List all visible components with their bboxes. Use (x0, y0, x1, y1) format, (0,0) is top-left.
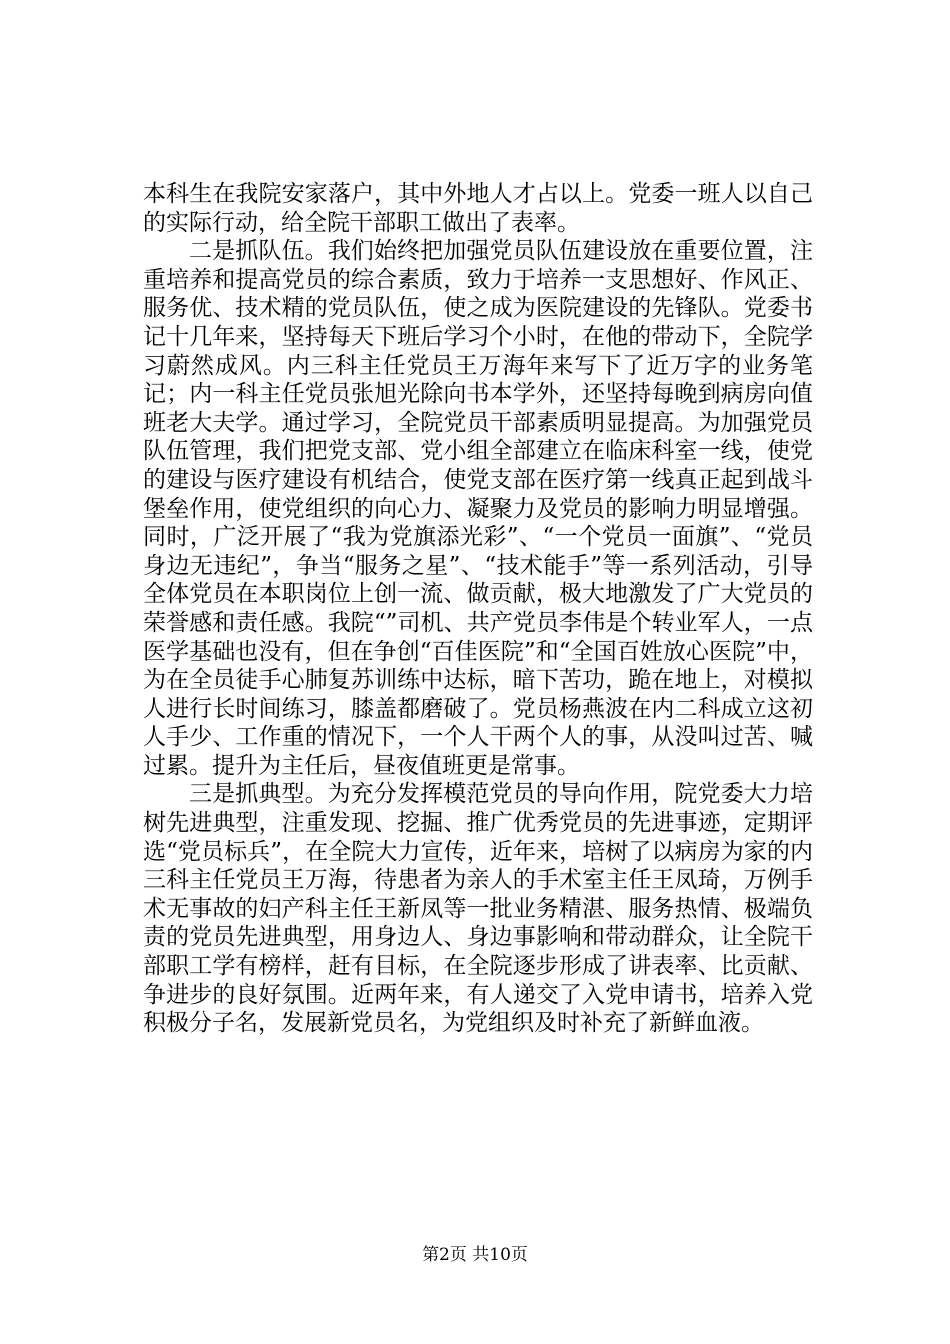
paragraph-team-building: 二是抓队伍。我们始终把加强党员队伍建设放在重要位置，注重培养和提高党员的综合素质，致力于培养一支思想好、作风正、服务优、技术精的党员队伍，使之成为医院建设的先锋队。党委书记十几年来，坚持每天下班后学习个小时，在他的带动下，全院学习蔚然成风。内三科主任党员王万海年来写下了近万字的业务笔记；内一科主任党员张旭光除向书本学外，还坚持每晚到病房向值班老大夫学。通过学习，全院党员干部素质明显提高。为加强党员队伍管理，我们把党支部、党小组全部建立在临床科室一线，使党的建设与医疗建设有机结合，使党支部在医疗第一线真正起到战斗堡垒作用，使党组织的向心力、凝聚力及党员的影响力明显增强。同时，广泛开展了“我为党旗添光彩”、“一个党员一面旗”、“党员身边无违纪”，争当“服务之星”、“技术能手”等一系列活动，引导全体党员在本职岗位上创一流、做贡献，极大地激发了广大党员的荣誉感和责任感。我院“”司机、共产党员李伟是个转业军人，一点医学基础也没有，但在争创“百佳医院”和“全国百姓放心医院”中，为在全员徒手心肺复苏训练中达标，暗下苦功，跪在地上，对模拟人进行长时间练习，膝盖都磨破了。党员杨燕波在内二科成立这初人手少、工作重的情况下，一个人干两个人的事，从没叫过苦、喊过累。提升为主任后，昼夜值班更是常事。 (143, 238, 813, 779)
paragraph-role-models: 三是抓典型。为充分发挥模范党员的导向作用，院党委大力培树先进典型，注重发现、挖掘、推广优秀党员的先进事迹，定期评选“党员标兵”，在全院大力宣传，近年来，培树了以病房为家的内三科主任党员王万海，待患者为亲人的手术室主任王凤琦，万例手术无事故的妇产科主任王新凤等一批业务精湛、服务热情、极端负责的党员先进典型，用身边人、身边事影响和带动群众，让全院干部职工学有榜样，赶有目标，在全院逐步形成了讲表率、比贡献、争进步的良好氛围。近两年来，有人递交了入党申请书，培养入党积极分子名，发展新党员名，为党组织及时补充了新鲜血液。 (143, 781, 813, 1037)
paragraph-continuation: 本科生在我院安家落户，其中外地人才占以上。党委一班人以自己的实际行动，给全院干部职工做出了表率。 (143, 181, 813, 236)
document-body (143, 180, 813, 1038)
page-number-footer: 第2页 共10页 (422, 1245, 528, 1265)
